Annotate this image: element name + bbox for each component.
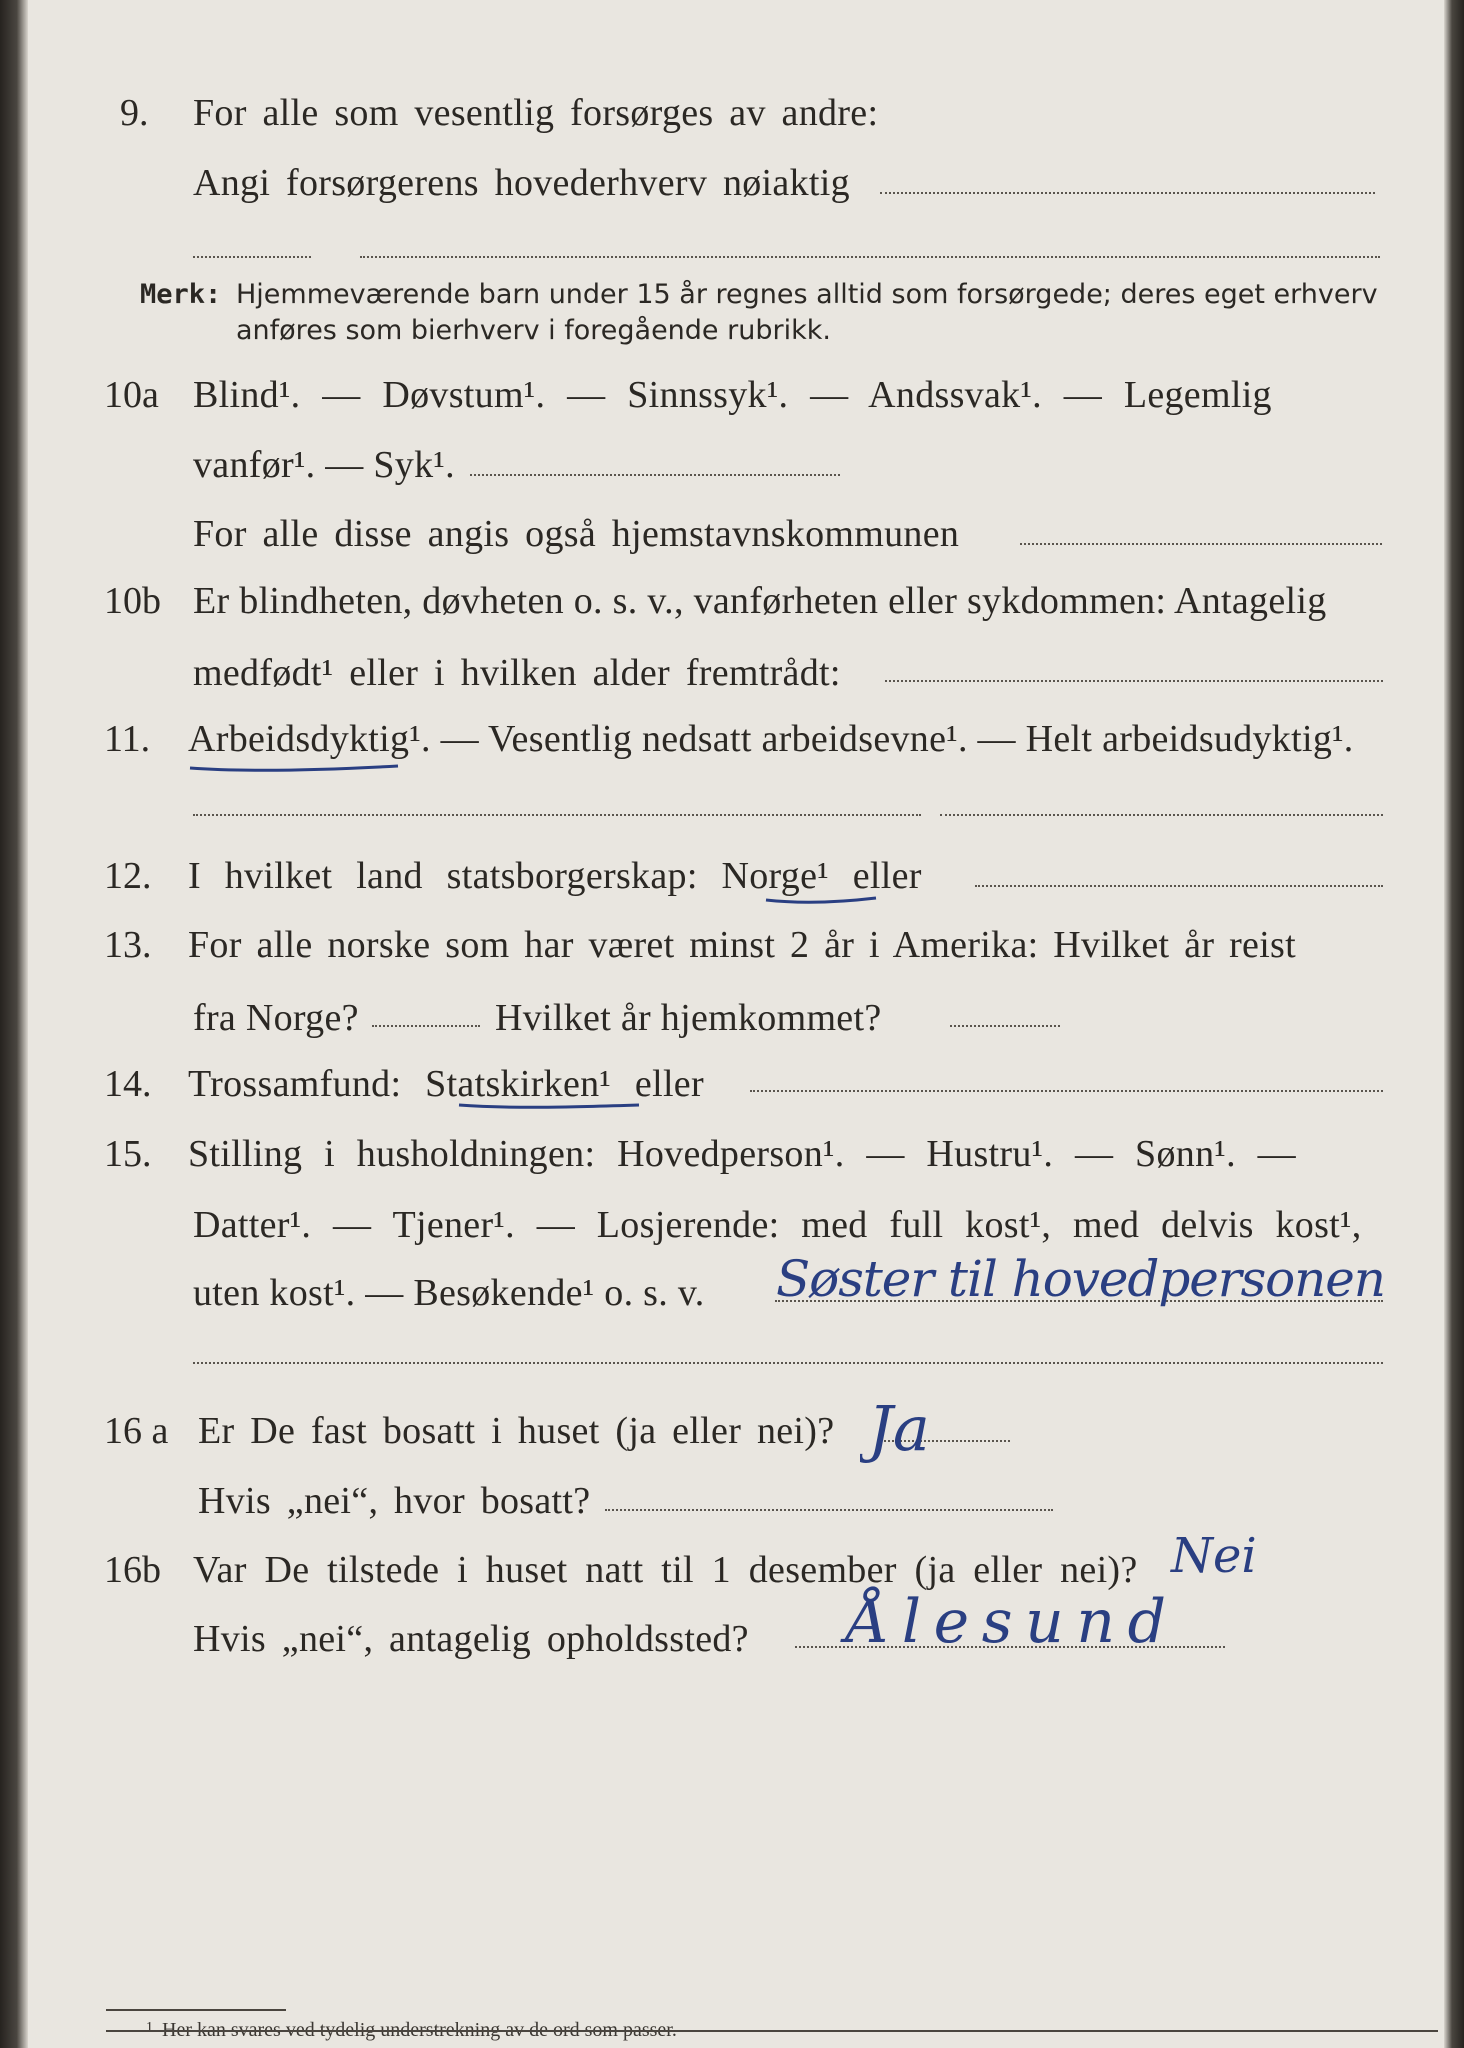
q16b-number: 16b bbox=[104, 1549, 161, 1591]
svg-text:Ålesund: Ålesund bbox=[846, 1587, 1166, 1657]
q10a-line3: For alle disse angis også hjemstavnskommunen bbox=[193, 513, 960, 555]
q15-number: 15. bbox=[104, 1133, 152, 1175]
q12-answer-field[interactable] bbox=[975, 885, 1383, 887]
merk-line1: Hjemmeværende barn under 15 år regnes alltid som forsørgede; deres eget erhverv bbox=[236, 279, 1378, 310]
bottom-rule bbox=[106, 2030, 1438, 2032]
q9-number: 9. bbox=[120, 92, 149, 134]
q13-number: 13. bbox=[104, 924, 152, 966]
q16a-bosatt-field[interactable] bbox=[605, 1509, 1053, 1511]
q13-reist-field[interactable] bbox=[372, 1025, 480, 1027]
q9-answer-field-2b[interactable] bbox=[360, 256, 1380, 258]
q16a-number: 16 a bbox=[104, 1410, 169, 1452]
q13-line2b: Hvilket år hjemkommet? bbox=[495, 997, 882, 1039]
q9-answer-field[interactable] bbox=[880, 192, 1375, 194]
q9-line2: Angi forsørgerens hovederhverv nøiaktig bbox=[193, 162, 850, 204]
q16b-line1: Var De tilstede i huset natt til 1 desember (ja eller nei)? bbox=[193, 1549, 1138, 1591]
q10b-answer-field[interactable] bbox=[885, 680, 1383, 682]
q15-line2: Datter¹. — Tjener¹. — Losjerende: med full kost¹, med delvis kost¹, bbox=[193, 1204, 1362, 1246]
q9-answer-field-2a[interactable] bbox=[193, 256, 311, 258]
q10b-line1: Er blindheten, døvheten o. s. v., vanførheten eller sykdommen: Antagelig bbox=[193, 580, 1327, 622]
svg-text:Nei: Nei bbox=[1171, 1528, 1257, 1584]
svg-text:Søster til hovedpersonen: Søster til hovedpersonen bbox=[776, 1250, 1386, 1308]
scan-edge-right bbox=[1444, 0, 1464, 2048]
q10b-number: 10b bbox=[104, 580, 161, 622]
q16a-line2: Hvis „nei“, hvor bosatt? bbox=[198, 1480, 591, 1522]
scan-edge-left bbox=[0, 0, 28, 2048]
q10a-line1: Blind¹. — Døvstum¹. — Sinnssyk¹. — Andssvak¹. — Legemlig bbox=[193, 374, 1272, 416]
q16b-handwritten-answer bbox=[1165, 1520, 1295, 1590]
q16a-handwritten-answer bbox=[860, 1392, 1020, 1472]
q14-line1: Trossamfund: Statskirken¹ eller bbox=[188, 1063, 704, 1105]
q10a-number: 10a bbox=[104, 374, 159, 416]
q12-number: 12. bbox=[104, 855, 152, 897]
q13-line2a: fra Norge? bbox=[193, 997, 359, 1039]
q15-answer-field-2[interactable] bbox=[193, 1362, 1383, 1364]
footnote-text: Her kan svares ved tydelig understrekning av de ord som passer. bbox=[162, 2019, 677, 2041]
footnote-rule bbox=[106, 2009, 286, 2011]
merk-line2: anføres som bierhverv i foregående rubrikk. bbox=[236, 315, 831, 346]
q11-number: 11. bbox=[104, 718, 151, 760]
q15-handwritten-answer bbox=[770, 1230, 1400, 1335]
q11-underline bbox=[186, 756, 406, 780]
q16b-line2: Hvis „nei“, antagelig opholdssted? bbox=[193, 1618, 749, 1660]
q11-answer-field-b[interactable] bbox=[940, 814, 1383, 816]
q10b-line2: medfødt¹ eller i hvilken alder fremtrådt: bbox=[193, 652, 841, 694]
q14-underline bbox=[455, 1095, 645, 1117]
q16b-handwritten-place bbox=[840, 1580, 1180, 1665]
q14-number: 14. bbox=[104, 1063, 152, 1105]
q15-line1: Stilling i husholdningen: Hovedperson¹. — Hustru¹. — Sønn¹. — bbox=[188, 1133, 1296, 1175]
q12-underline bbox=[762, 890, 882, 910]
q9-line1: For alle som vesentlig forsørges av andre: bbox=[193, 92, 879, 134]
q10a-answer-field[interactable] bbox=[470, 474, 840, 476]
q12-line1: I hvilket land statsborgerskap: Norge¹ eller bbox=[188, 855, 922, 897]
q13-line1: For alle norske som har været minst 2 år i Amerika: Hvilket år reist bbox=[188, 924, 1297, 966]
q11-line1: Arbeidsdyktig¹. — Vesentlig nedsatt arbeidsevne¹. — Helt arbeidsudyktig¹. bbox=[188, 718, 1354, 760]
q13-hjemkommet-field[interactable] bbox=[950, 1025, 1060, 1027]
q15-line3: uten kost¹. — Besøkende¹ o. s. v. bbox=[193, 1272, 705, 1314]
svg-text:Ja: Ja bbox=[868, 1392, 930, 1465]
q10a-hjemstavn-field[interactable] bbox=[1020, 543, 1382, 545]
q11-answer-field-a[interactable] bbox=[193, 814, 921, 816]
q16a-line1: Er De fast bosatt i huset (ja eller nei)? bbox=[198, 1410, 835, 1452]
q14-answer-field[interactable] bbox=[750, 1090, 1383, 1092]
footnote-mark: 1 bbox=[146, 2020, 153, 2035]
q10a-line2: vanfør¹. — Syk¹. bbox=[193, 444, 455, 486]
merk-label: Merk: bbox=[140, 279, 222, 310]
